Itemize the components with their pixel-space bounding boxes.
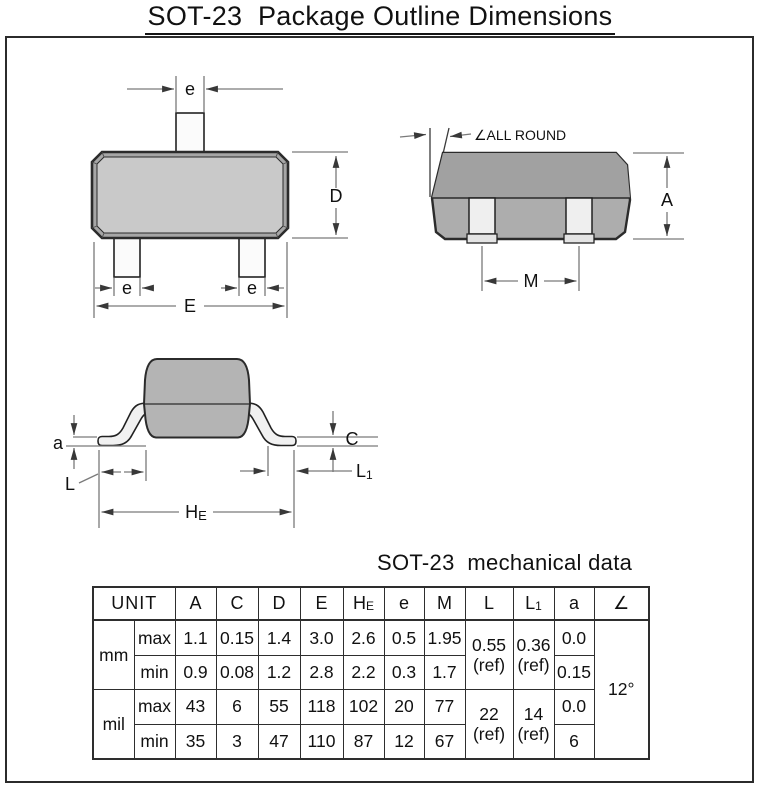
right-lead: [244, 403, 296, 446]
col-header-a: a: [554, 587, 594, 620]
left-lead: [98, 403, 150, 446]
dim-M: [482, 246, 579, 291]
side-right-pin: [566, 198, 592, 234]
table-cell-angle: 12°: [594, 620, 649, 759]
row-mm-max: [93, 620, 649, 655]
dim-label-C: C: [345, 429, 359, 449]
col-header-E: E: [300, 587, 343, 620]
mil-min-label: min: [134, 724, 175, 759]
table-cell-L-mil: 22 (ref): [465, 689, 513, 759]
dim-label-M: M: [523, 271, 539, 291]
dim-e-bottom: [95, 278, 284, 298]
table-cell: 1.95: [424, 620, 465, 655]
all-round-label: ∠ALL ROUND: [474, 127, 567, 143]
table-cell: 1.7: [424, 655, 465, 689]
dim-label-A: A: [660, 190, 674, 210]
col-header-L1: L1: [513, 587, 554, 620]
table-cell: 102: [343, 689, 384, 724]
table-cell: 55: [258, 689, 300, 724]
table-cell-L-mm: 0.55 (ref): [465, 620, 513, 689]
table-cell: 20: [384, 689, 424, 724]
top-view-drawing: [92, 76, 348, 318]
mil-max-label: max: [134, 689, 175, 724]
dim-label-E: E: [183, 296, 197, 316]
dim-label-HE: HE: [185, 502, 207, 523]
table-cell: 118: [300, 689, 343, 724]
dim-label-e-top: e: [184, 79, 196, 99]
table-cell: 1.2: [258, 655, 300, 689]
dim-label-L: L: [64, 474, 76, 494]
table-cell: 6: [554, 724, 594, 759]
col-header-C: C: [216, 587, 258, 620]
dim-D: [292, 152, 348, 238]
table-cell: 0.15: [554, 655, 594, 689]
side-left-pin: [469, 198, 495, 234]
col-header-L: L: [465, 587, 513, 620]
dim-label-e-right: e: [246, 278, 258, 298]
table-cell: 0.0: [554, 689, 594, 724]
table-cell: 3: [216, 724, 258, 759]
dim-L1: [240, 446, 373, 528]
table-cell: 12: [384, 724, 424, 759]
mm-max-label: max: [134, 620, 175, 655]
dim-label-a: a: [52, 433, 64, 453]
table-title: SOT-23 mechanical data: [377, 550, 633, 575]
page-title: SOT-23 Package Outline Dimensions: [145, 1, 616, 35]
table-cell-L1-mm: 0.36 (ref): [513, 620, 554, 689]
table-cell: 87: [343, 724, 384, 759]
bottom-left-pin: [114, 238, 140, 277]
unit-mil: mil: [93, 689, 134, 759]
mechanical-data-table: [92, 586, 650, 760]
table-cell: 0.15: [216, 620, 258, 655]
table-cell: 77: [424, 689, 465, 724]
dim-L: [65, 450, 146, 528]
col-header-M: M: [424, 587, 465, 620]
table-cell: 2.8: [300, 655, 343, 689]
table-cell: 67: [424, 724, 465, 759]
dim-HE: [102, 502, 292, 523]
bottom-right-pin: [239, 238, 265, 277]
side-profile-drawing: [53, 359, 378, 528]
table-cell: 47: [258, 724, 300, 759]
table-header-row: [93, 587, 649, 620]
dim-e-top: [127, 76, 283, 112]
table-cell: 0.5: [384, 620, 424, 655]
table-cell: 2.6: [343, 620, 384, 655]
package-body-profile: [144, 359, 250, 438]
table-cell: 3.0: [300, 620, 343, 655]
row-mil-max: [93, 689, 649, 724]
top-pin: [176, 113, 204, 153]
dim-label-D: D: [329, 186, 343, 206]
col-header-D: D: [258, 587, 300, 620]
col-header-unit: UNIT: [93, 587, 175, 620]
table-cell: 6: [216, 689, 258, 724]
unit-mm: mm: [93, 620, 134, 689]
table-cell: 0.9: [175, 655, 216, 689]
table-cell: 35: [175, 724, 216, 759]
col-header-angle: ∠: [594, 587, 649, 620]
dim-A: [633, 153, 684, 239]
perspective-view-drawing: [400, 127, 684, 291]
dim-label-e-left: e: [121, 278, 133, 298]
table-cell: 43: [175, 689, 216, 724]
dim-label-L1: L1: [356, 461, 373, 482]
mm-min-label: min: [134, 655, 175, 689]
table-cell: 0.08: [216, 655, 258, 689]
row-mil-min: [93, 724, 649, 759]
table-cell-L1-mil: 14 (ref): [513, 689, 554, 759]
row-mm-min: [93, 655, 649, 689]
side-right-pin-foot: [564, 234, 594, 243]
col-header-e: e: [384, 587, 424, 620]
col-header-A: A: [175, 587, 216, 620]
col-header-HE: HE: [343, 587, 384, 620]
table-cell: 110: [300, 724, 343, 759]
side-left-pin-foot: [467, 234, 497, 243]
table-cell: 1.1: [175, 620, 216, 655]
table-cell: 2.2: [343, 655, 384, 689]
table-cell: 0.3: [384, 655, 424, 689]
table-cell: 0.0: [554, 620, 594, 655]
table-cell: 1.4: [258, 620, 300, 655]
